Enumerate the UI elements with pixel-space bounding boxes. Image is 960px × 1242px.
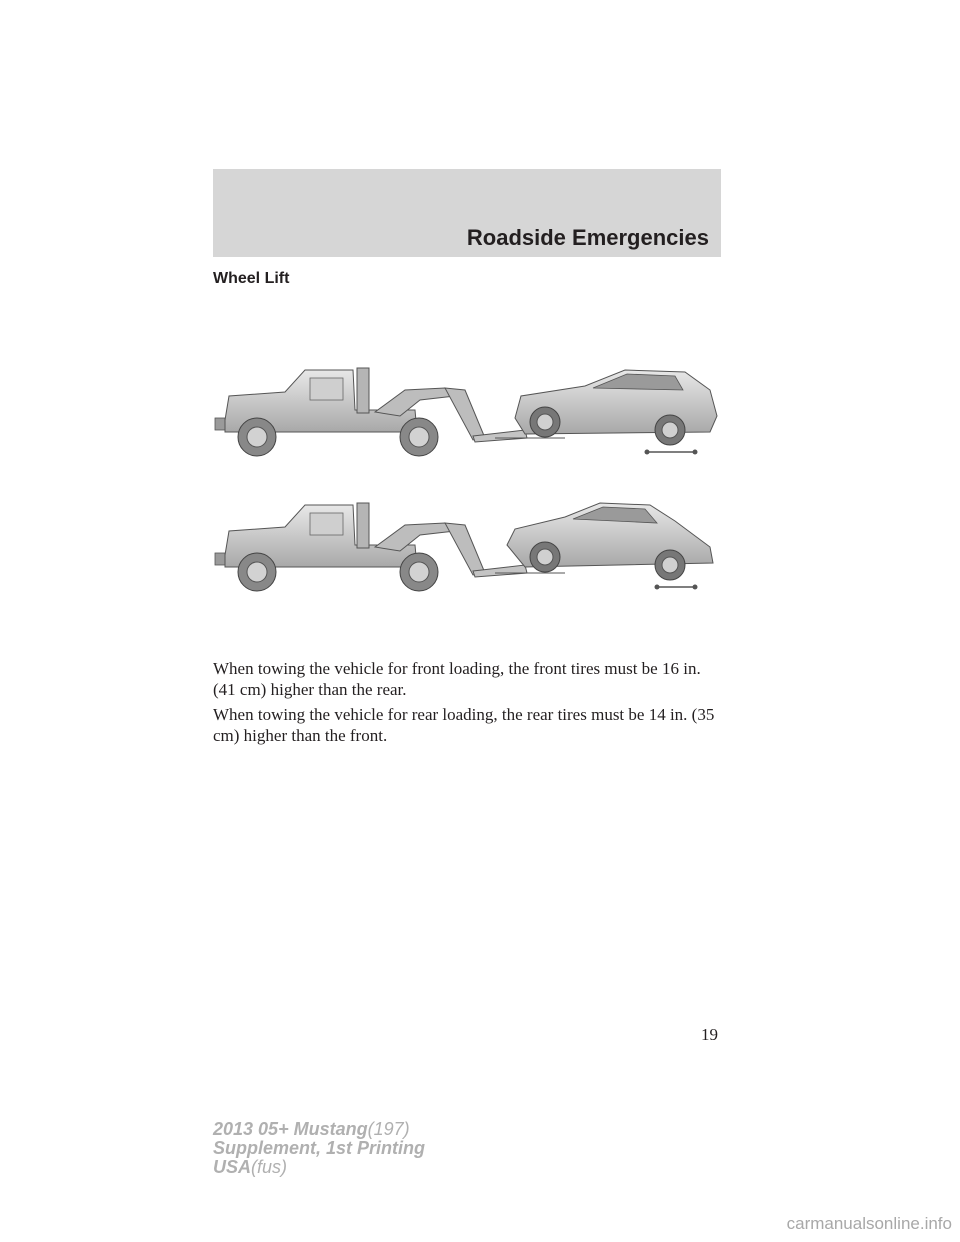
tow-truck-icon (215, 368, 527, 456)
header-band (213, 169, 721, 257)
car-icon (507, 503, 713, 580)
tow-truck-icon (215, 503, 527, 591)
rear-loading-instruction: When towing the vehicle for rear loading, the rear tires must be 14 in. (35 cm) higher than the front. (213, 705, 715, 745)
page-header-title: Roadside Emergencies (466, 225, 709, 250)
footer-printing: Supplement, 1st Printing (213, 1138, 426, 1158)
car-icon (515, 370, 717, 445)
section-title: Wheel Lift (213, 270, 290, 287)
footer-market: USA (213, 1157, 252, 1177)
front-loading-instruction: When towing the vehicle for front loading, the front tires must be 16 in. (41 cm) higher than the rear. (213, 659, 701, 699)
document-footer (213, 1120, 425, 1177)
footer-model: 2013 05+ Mustang (213, 1119, 368, 1139)
tow-truck-rear-loading-illustration (205, 495, 725, 605)
watermark: carmanualsonline.info (786, 1214, 952, 1233)
tow-truck-front-loading-illustration (205, 360, 725, 470)
footer-model-code: (197) (367, 1119, 410, 1139)
page-number: 19 (701, 1025, 718, 1044)
footer-market-code: (fus) (251, 1157, 288, 1177)
